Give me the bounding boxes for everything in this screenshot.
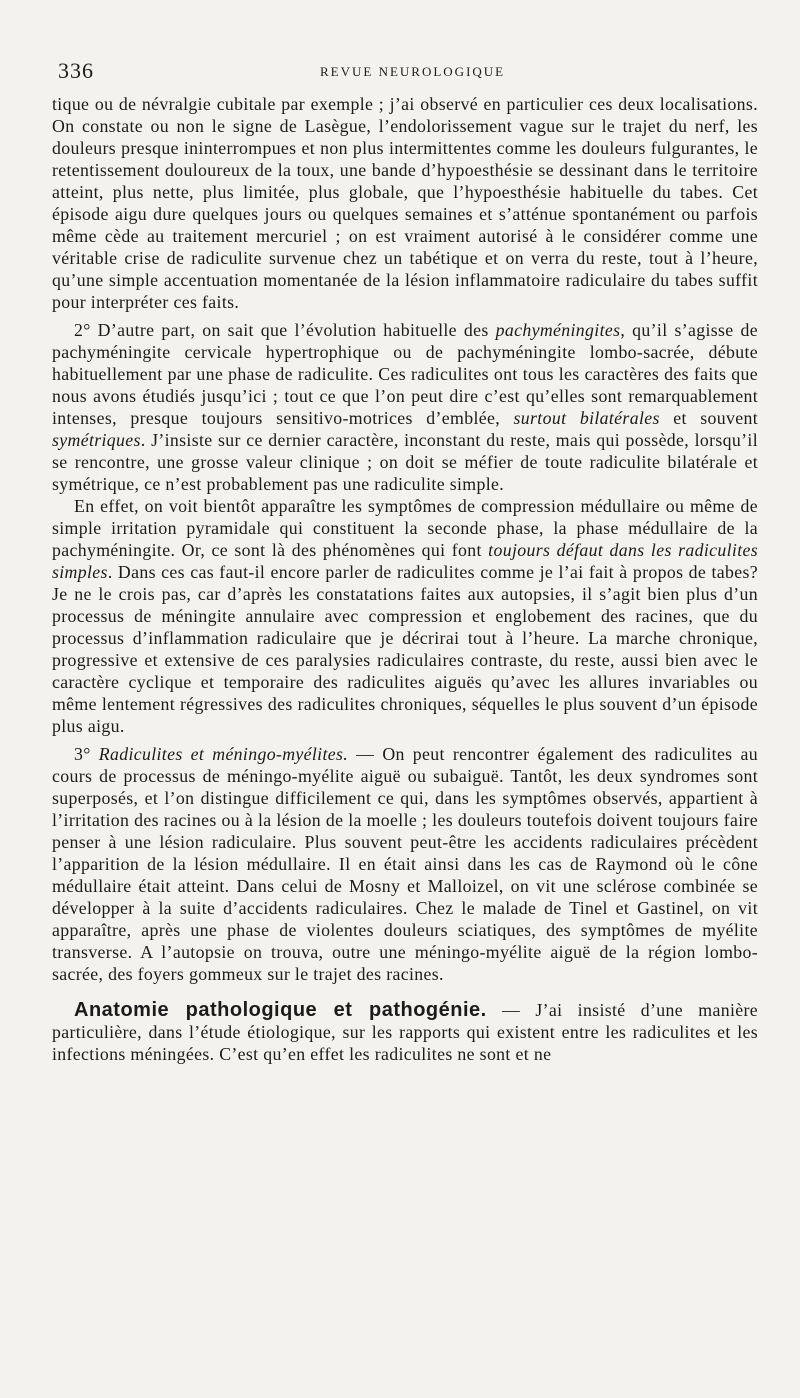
p3-italic-toujours: toujours défaut dans les radiculites simples — [52, 540, 758, 582]
p3-text-c: . Dans ces cas faut-il encore parler de radiculites comme je l’ai fait à propos de tabes? Je ne le crois pas, car d’après les constatations faites aux autopsies, il s’agit bien plus d’un processus de méningite annulaire avec compression et englobement des racines, que du processus d’inflammation radiculaire que je décrirai tout à l’heure. La marche chronique, progressive et extensive de ces paralysies radiculaires contraste, du reste, aussi bien avec le caractère cyclique et temporaire des radiculites aiguës qu’avec les allures invariables ou même lentement régressives des radiculites chroniques, séquelles le plus souvent d’un épisode plus aigu. — [52, 562, 758, 736]
p4-italic-title: Radiculites et méningo-myélites. — [98, 744, 349, 764]
p2-italic-symetriques: symétriques — [52, 430, 141, 450]
p4-text-c: — On peut rencontrer également des radiculites au cours de processus de méningo-myélite aiguë ou subaiguë. Tantôt, les deux syndromes sont superposés, et l’on distingue difficilement ce qui, dans les symptômes observés, appartient à l’irritation des racines ou à la lésion de la moelle ; les douleurs toutefois doivent toujours faire penser à une lésion radiculaire. Plus souvent peut-être les accidents radiculaires précèdent l’apparition de la lésion médullaire. Il en était ainsi dans les cas de Raymond où le cône médullaire était atteint. Dans celui de Mosny et Malloizel, on vit une sclérose combinée se développer à la suite d’accidents radiculaires. Chez le malade de Tinel et Gastinel, on vit apparaître, après une phase de violentes douleurs sciatiques, des symptômes de myélite transverse. A l’autopsie on trouva, outre une méningo-myélite aiguë de la région lombo-sacrée, des foyers gommeux sur le trajet des racines. — [52, 744, 758, 984]
paragraph-2 — [52, 319, 758, 495]
p2-text-g: . J’insiste sur ce dernier caractère, inconstant du reste, mais qui possède, lorsqu’il se rencontre, une grosse valeur clinique ; on doit se méfier de toute radiculite bilatérale et symétrique, ce n’est probablement pas une radiculite simple. — [52, 430, 758, 494]
paragraph-4 — [52, 743, 758, 985]
paragraph-5 — [52, 999, 758, 1065]
p2-text-a: 2° D’autre part, on sait que l’évolution habituelle des — [74, 320, 496, 340]
body-text — [52, 93, 758, 1065]
running-head: REVUE NEUROLOGIQUE — [320, 64, 506, 79]
paragraph-1: tique ou de névralgie cubitale par exemple ; j’ai observé en particulier ces deux localisations. On constate ou non le signe de Lasègue, l’endolorissement vague sur le trajet du nerf, les douleurs presque ininterrompues et non plus intermittentes comme les douleurs fulgurantes, le retentissement douloureux de la toux, une bande d’hypoesthésie se dessinant dans le territoire atteint, plus nette, plus limitée, plus globale, que l’hypoesthésie habituelle du tabes. Cet épisode aigu dure quelques jours ou quelques semaines et s’atténue spontanément ou parfois même cède au traitement mercuriel ; on est vraiment autorisé à le considérer comme une véritable crise de radiculite survenue chez un tabétique et on verra du reste, tout à l’heure, qu’une simple accentuation momentanée de la lésion inflammatoire radiculaire du tabes suffit pour interpréter ces faits. — [52, 94, 758, 312]
p4-text-a: 3° — [74, 744, 99, 764]
p5-text: — J’ai insisté d’une manière particulière, dans l’étude étiologique, sur les rapports qui existent entre les radiculites et les infections méningées. C’est qu’en effet les radiculites ne sont et ne — [52, 1000, 758, 1064]
section-heading: Anatomie pathologique et pathogénie. — [74, 999, 487, 1021]
p2-italic-pachymeningites: pachyméningites — [495, 320, 621, 340]
paragraph-3 — [52, 495, 758, 737]
page-number: 336 — [58, 58, 94, 83]
p2-italic-bilaterales: surtout bilatérales — [513, 408, 660, 428]
p2-text-e: et souvent — [659, 408, 759, 428]
page-header — [58, 58, 752, 88]
p3-text-a: En effet, on voit bientôt apparaître les symptômes de compression médullaire ou même de simple irritation pyramidale qui constituent la seconde phase, la phase médullaire de la pachyméningite. Or, ce sont là des phénomènes qui font — [52, 496, 758, 560]
p2-text-c: , qu’il s’agisse de pachyméningite cervicale hypertrophique ou de pachyméningite lombo-sacrée, débute habituellement par une phase de radiculite. Ces radiculites ont tous les caractères des faits que nous avons étudiés jusqu’ici ; tout ce que l’on peut dire c’est qu’elles sont remarquablement intenses, presque toujours sensitivo-motrices d’emblée, — [52, 320, 759, 428]
